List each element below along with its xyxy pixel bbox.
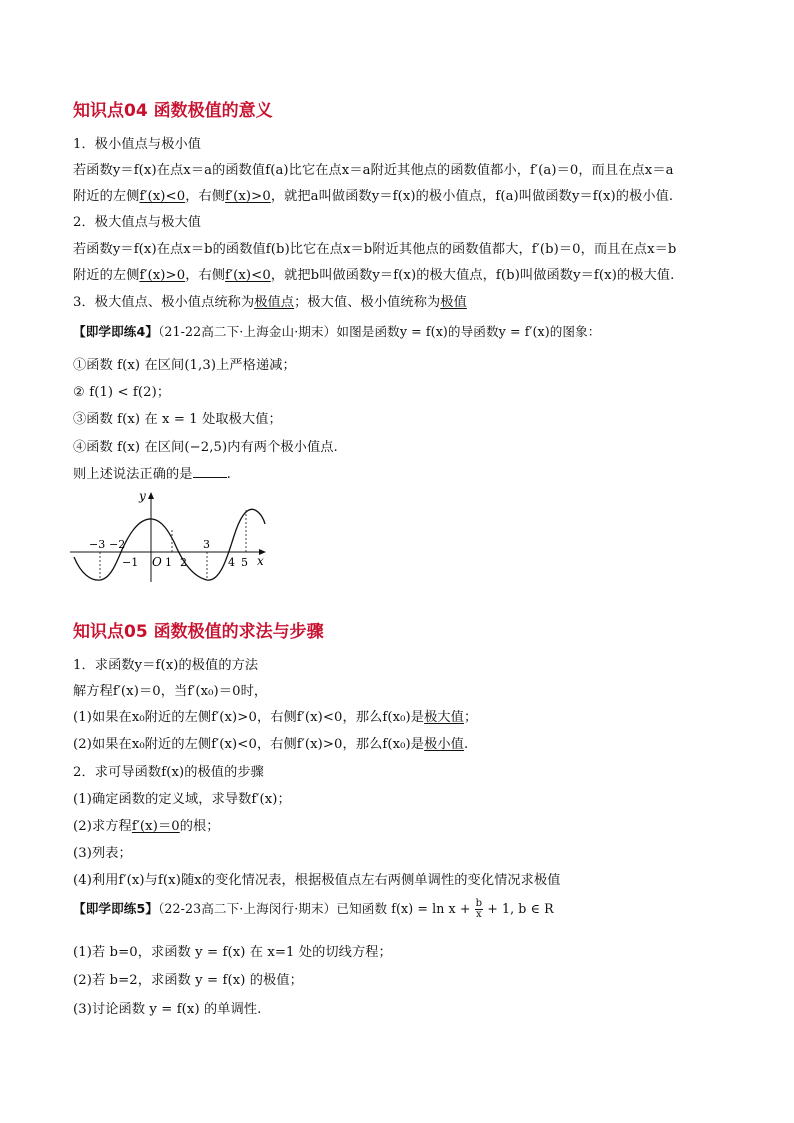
method-title: 1．求函数y＝f(x)的极值的方法 <box>73 658 259 673</box>
max-value-term: 极大值 <box>424 710 464 725</box>
exercise4-item2: ② f(1) < f(2)； <box>73 385 171 400</box>
tick-label-1: 1 <box>165 556 172 569</box>
tick-label-3: 3 <box>203 538 210 551</box>
section-heading-05: 知识点05 函数极值的求法与步骤 <box>73 622 324 642</box>
origin-label: O <box>152 555 162 569</box>
tick-label-4: 4 <box>228 556 235 569</box>
tick-label-2: 2 <box>180 556 187 569</box>
exercise4-item1: ①函数 f(x) 在区间(1,3)上严格递减； <box>73 358 296 373</box>
step-1: (1)确定函数的定义域，求导数f′(x)； <box>73 792 291 807</box>
min-definition-line1: 若函数y＝f(x)在点x＝a的函数值f(a)比它在点x＝a附近其他点的函数值都小，f′(a)＝0，而且在点x＝a <box>73 163 674 178</box>
fraction-b-over-x: $\frac{b}{x}$ <box>475 898 483 920</box>
exercise5-header: 【即学即练5】（22-23高二下·上海闵行·期末）已知函数 f(x) = ln x + $\frac{b}{x}$ + 1, b ∈ R <box>73 898 554 920</box>
min-value-term: 极小值 <box>424 737 464 752</box>
max-title: 2．极大值点与极大值 <box>73 215 202 230</box>
terms-line: 3．极大值点、极小值点统称为极值点；极大值、极小值统称为极值 <box>73 295 467 310</box>
term-extreme-point: 极值点 <box>254 295 295 310</box>
max-definition-line1: 若函数y＝f(x)在点x＝b的函数值f(b)比它在点x＝b附近其他点的函数值都大，f′(b)＝0，而且在点x＝b <box>73 242 677 257</box>
exercise5-q1: (1)若 b=0，求函数 y = f(x) 在 x=1 处的切线方程； <box>73 945 392 960</box>
min-right-condition: f′(x)>0 <box>225 189 271 204</box>
answer-blank <box>193 465 227 478</box>
max-right-condition: f′(x)<0 <box>225 268 271 283</box>
exercise4-tag: 【即学即练4】 <box>73 324 159 339</box>
exercise4-item3: ③函数 f(x) 在 x = 1 处取极大值； <box>73 412 282 427</box>
exercise5-q2: (2)若 b=2，求函数 y = f(x) 的极值； <box>73 973 303 988</box>
term-extreme-value: 极值 <box>440 295 467 310</box>
method-case2: (2)如果在x₀附近的左侧f′(x)<0，右侧f′(x)>0，那么f(x₀)是极小值. <box>73 737 469 752</box>
max-definition-line2: 附近的左侧f′(x)>0，右侧f′(x)<0，就把b叫做函数y＝f(x)的极大值点，f(b)叫做函数y＝f(x)的极大值. <box>73 268 675 283</box>
exercise5-q3: (3)讨论函数 y = f(x) 的单调性. <box>73 1002 262 1017</box>
tick-label-minus1: −1 <box>122 556 139 569</box>
step-4: (4)利用f′(x)与f(x)随x的变化情况表，根据极值点左右两侧单调性的变化情况求极值 <box>73 873 561 888</box>
exercise4-item4: ④函数 f(x) 在区间(−2,5)内有两个极小值点. <box>73 440 338 455</box>
max-left-condition: f′(x)>0 <box>139 268 186 283</box>
min-title: 1．极小值点与极小值 <box>73 137 202 152</box>
tick-label-minus3: −3 <box>89 538 106 551</box>
min-definition-line2: 附近的左侧f′(x)<0，右侧f′(x)>0，就把a叫做函数y＝f(x)的极小值点，f(a)叫做函数y＝f(x)的极小值. <box>73 189 674 204</box>
method-case1: (1)如果在x₀附近的左侧f′(x)>0，右侧f′(x)<0，那么f(x₀)是极大值； <box>73 710 478 725</box>
steps-title: 2．求可导函数f(x)的极值的步骤 <box>73 765 264 780</box>
x-label: x <box>257 554 264 568</box>
tick-label-5: 5 <box>241 556 248 569</box>
derivative-equation: f′(x)＝0 <box>131 819 180 834</box>
tick-label-minus2: −2 <box>109 538 126 551</box>
exercise4-header <box>73 321 600 340</box>
derivative-graph <box>66 486 276 586</box>
y-label: y <box>139 489 146 503</box>
exercise4-source: （21-22高二下·上海金山·期末）如图是函数y = f(x)的导函数y = f′(x)的图象： <box>158 324 601 339</box>
exercise4-question: 则上述说法正确的是 . <box>73 467 231 482</box>
min-left-condition: f′(x)<0 <box>139 189 186 204</box>
exercise5-tag: 【即学即练5】 <box>73 901 159 916</box>
step-2: (2)求方程f′(x)＝0的根； <box>73 819 220 834</box>
step-3: (3)列表； <box>73 846 132 861</box>
y-axis-arrow <box>148 492 154 499</box>
section-heading-04: 知识点04 函数极值的意义 <box>73 101 273 121</box>
method-equation: 解方程f′(x)＝0，当f′(x₀)＝0时， <box>73 684 268 699</box>
exercise5-source: （22-23高二下·上海闵行·期末）已知函数 f(x) = ln x + <box>158 901 475 916</box>
